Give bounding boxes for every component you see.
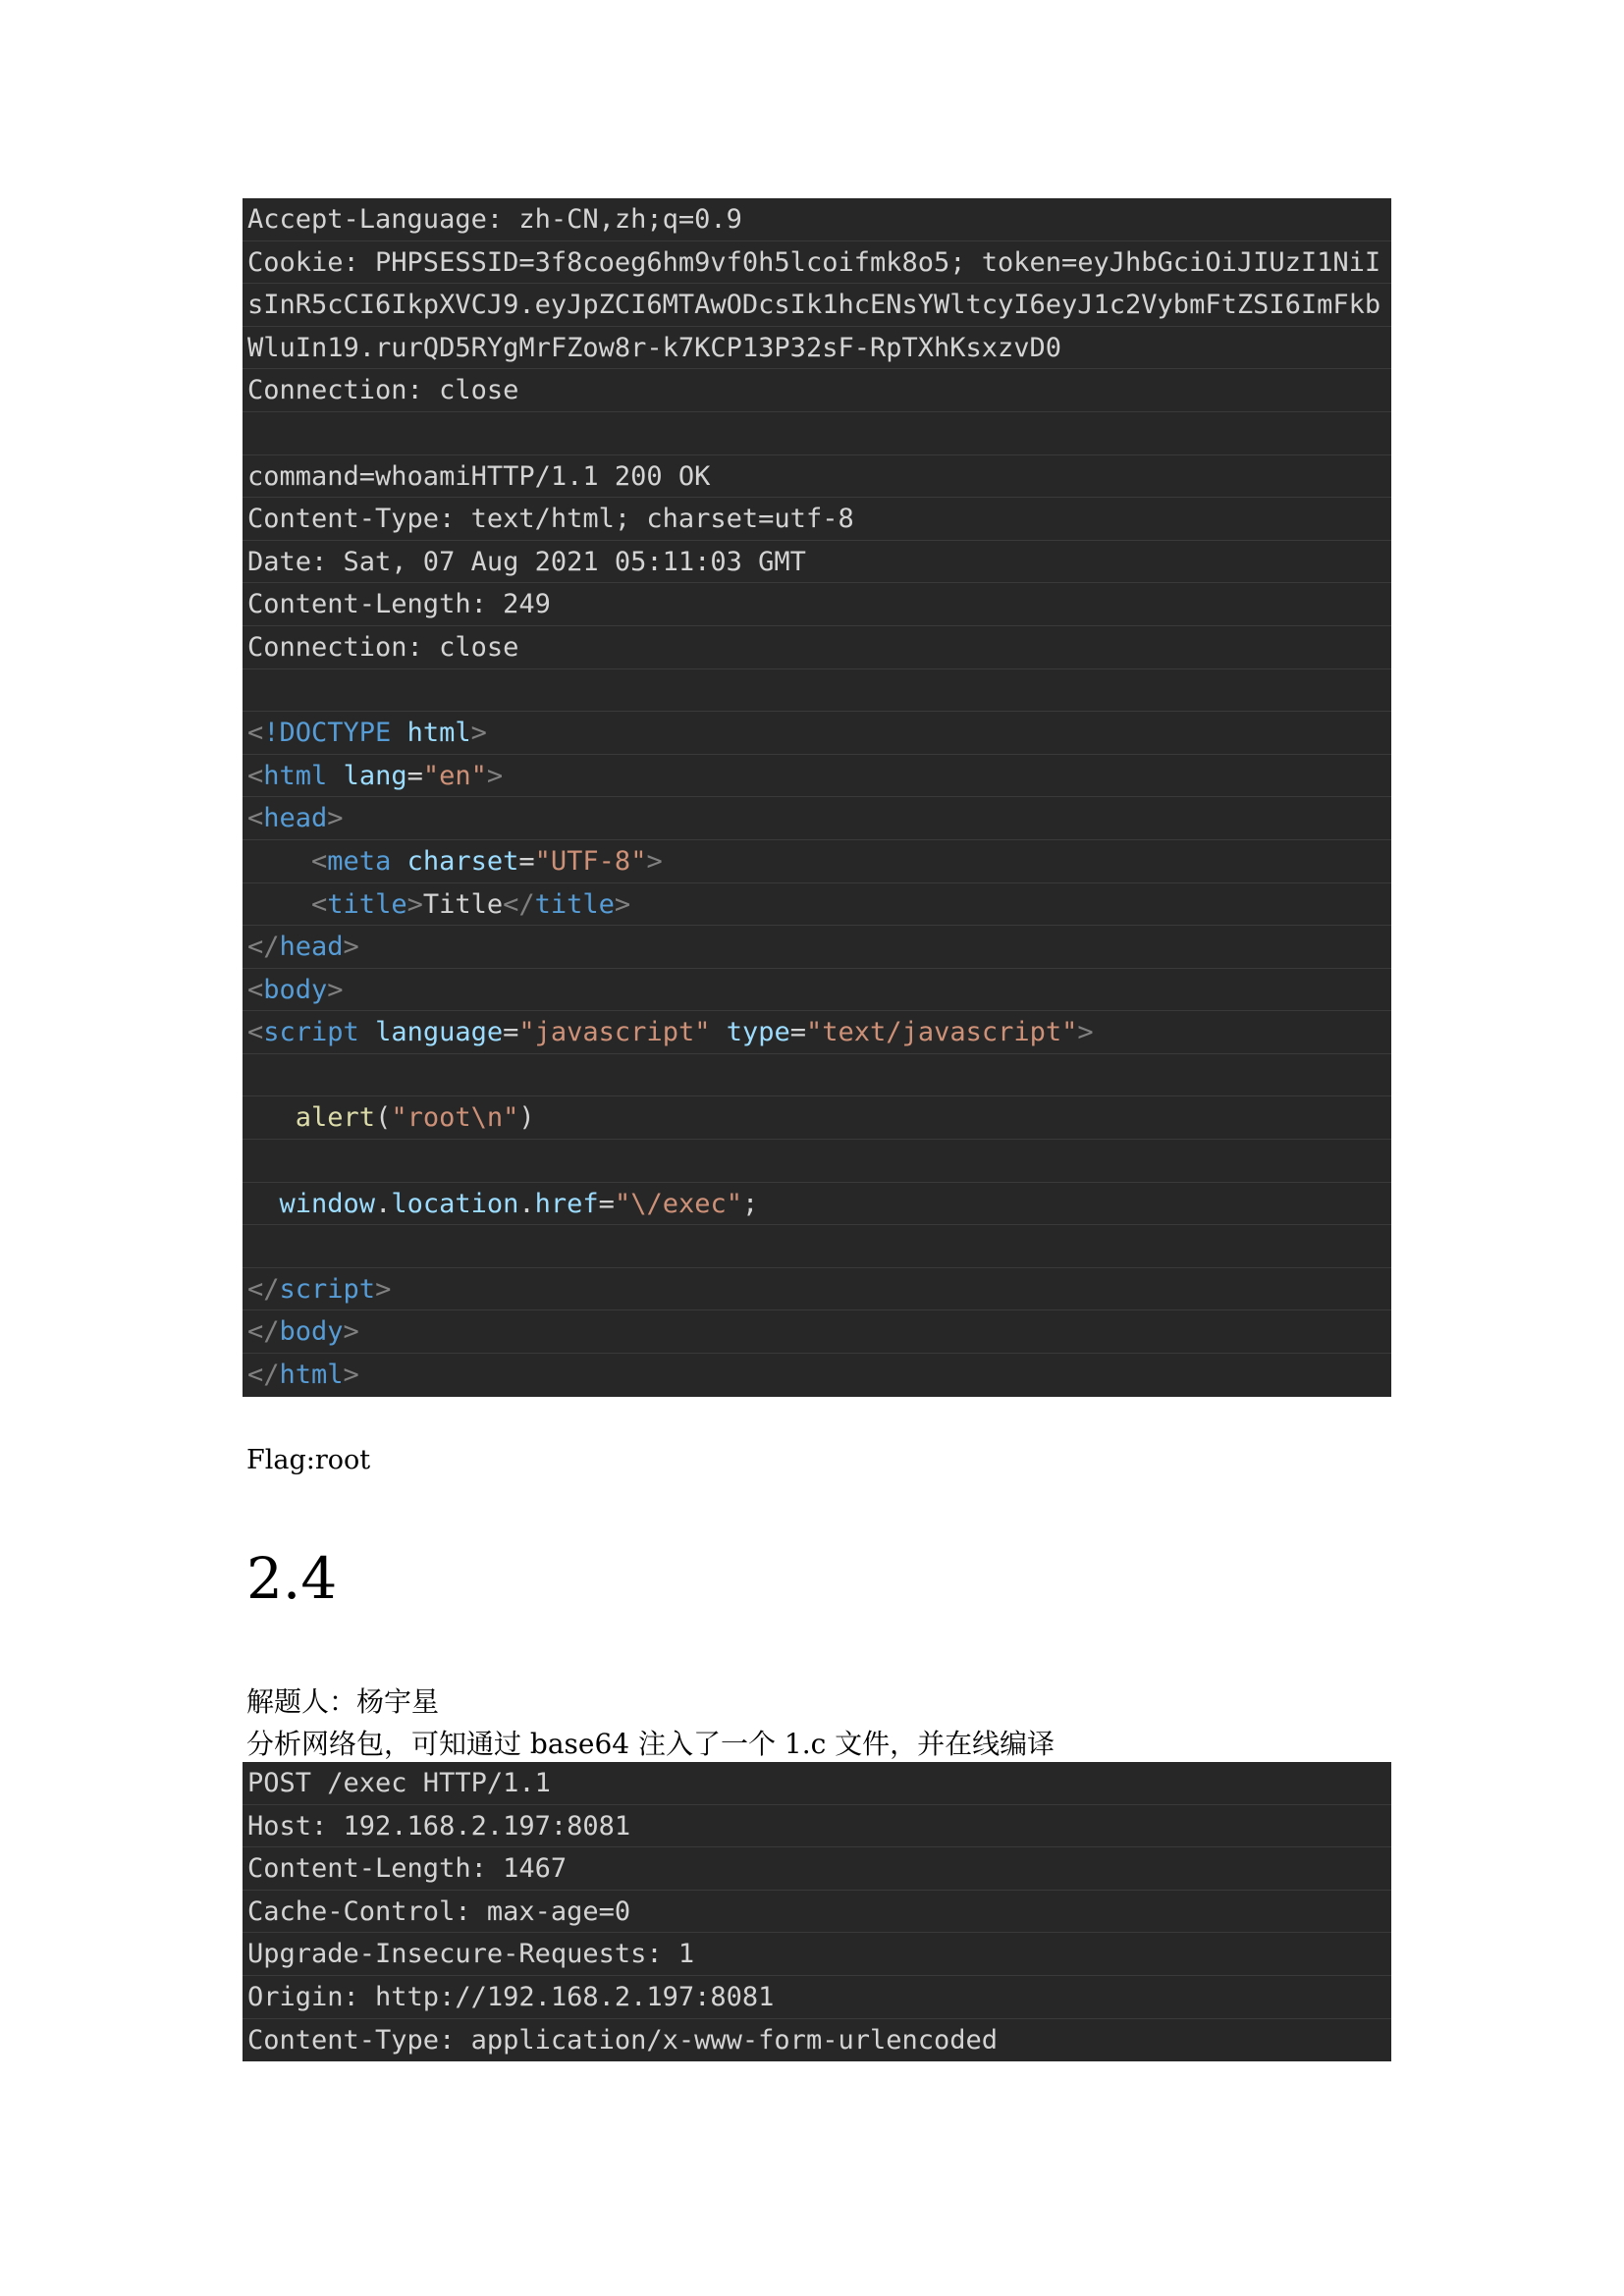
code-line: Host: 192.168.2.197:8081	[243, 1805, 1391, 1848]
code-line: Origin: http://192.168.2.197:8081	[243, 1976, 1391, 2019]
code-line: Accept-Language: zh-CN,zh;q=0.9	[243, 198, 1391, 241]
code-line-location: window.location.href="\/exec";	[243, 1183, 1391, 1226]
solver-line: 解题人：杨宇星	[246, 1685, 440, 1718]
code-line: Cache-Control: max-age=0	[243, 1891, 1391, 1934]
code-block-http-response	[243, 198, 1391, 1397]
code-line-script-open: <script language="javascript" type="text/javascript">	[243, 1011, 1391, 1054]
code-line-blank	[243, 669, 1391, 713]
code-line-alert: alert("root\n")	[243, 1096, 1391, 1140]
flag-text: Flag:root	[246, 1445, 371, 1475]
code-line: command=whoamiHTTP/1.1 200 OK	[243, 455, 1391, 499]
code-line-body-open: <body>	[243, 969, 1391, 1012]
code-line-blank	[243, 1225, 1391, 1268]
code-block-post-request	[243, 1762, 1391, 2061]
code-line-head-close: </head>	[243, 926, 1391, 969]
code-line: Content-Type: application/x-www-form-urlencoded	[247, 2024, 999, 2056]
code-line-doctype: <!DOCTYPE html>	[243, 712, 1391, 755]
code-line-html-open: <html lang="en">	[243, 755, 1391, 798]
section-heading: 2.4	[246, 1545, 338, 1612]
code-line-head-open: <head>	[243, 797, 1391, 840]
code-line: Content-Length: 1467	[243, 1847, 1391, 1891]
code-line: Cookie: PHPSESSID=3f8coeg6hm9vf0h5lcoifmk8o5; token=eyJhbGciOiJIUzI1NiI	[243, 241, 1391, 285]
code-line: Content-Length: 249	[243, 583, 1391, 626]
code-line-title: <title>Title</title>	[243, 883, 1391, 927]
code-line-body-close: </body>	[243, 1310, 1391, 1354]
code-line: POST /exec HTTP/1.1	[243, 1762, 1391, 1805]
code-line-blank	[243, 1054, 1391, 1097]
code-line: sInR5cCI6IkpXVCJ9.eyJpZCI6MTAwODcsIk1hcENsYWltcyI6eyJ1c2VybmFtZSI6ImFkb	[243, 284, 1391, 327]
code-line: Date: Sat, 07 Aug 2021 05:11:03 GMT	[243, 541, 1391, 584]
code-line: Connection: close	[243, 369, 1391, 412]
code-line: Connection: close	[243, 626, 1391, 669]
code-line-blank	[243, 412, 1391, 455]
code-line: Content-Type: text/html; charset=utf-8	[243, 498, 1391, 541]
code-line-script-close: </script>	[243, 1268, 1391, 1311]
code-line-blank	[243, 1140, 1391, 1183]
analysis-line: 分析网络包，可知通过 base64 注入了一个 1.c 文件，并在线编译	[246, 1728, 1056, 1760]
code-line: WluIn19.rurQD5RYgMrFZow8r-k7KCP13P32sF-RpTXhKsxzvD0	[243, 327, 1391, 370]
code-line-meta: <meta charset="UTF-8">	[243, 840, 1391, 883]
code-line: Upgrade-Insecure-Requests: 1	[243, 1933, 1391, 1976]
code-line-html-close: </html>	[247, 1360, 359, 1391]
